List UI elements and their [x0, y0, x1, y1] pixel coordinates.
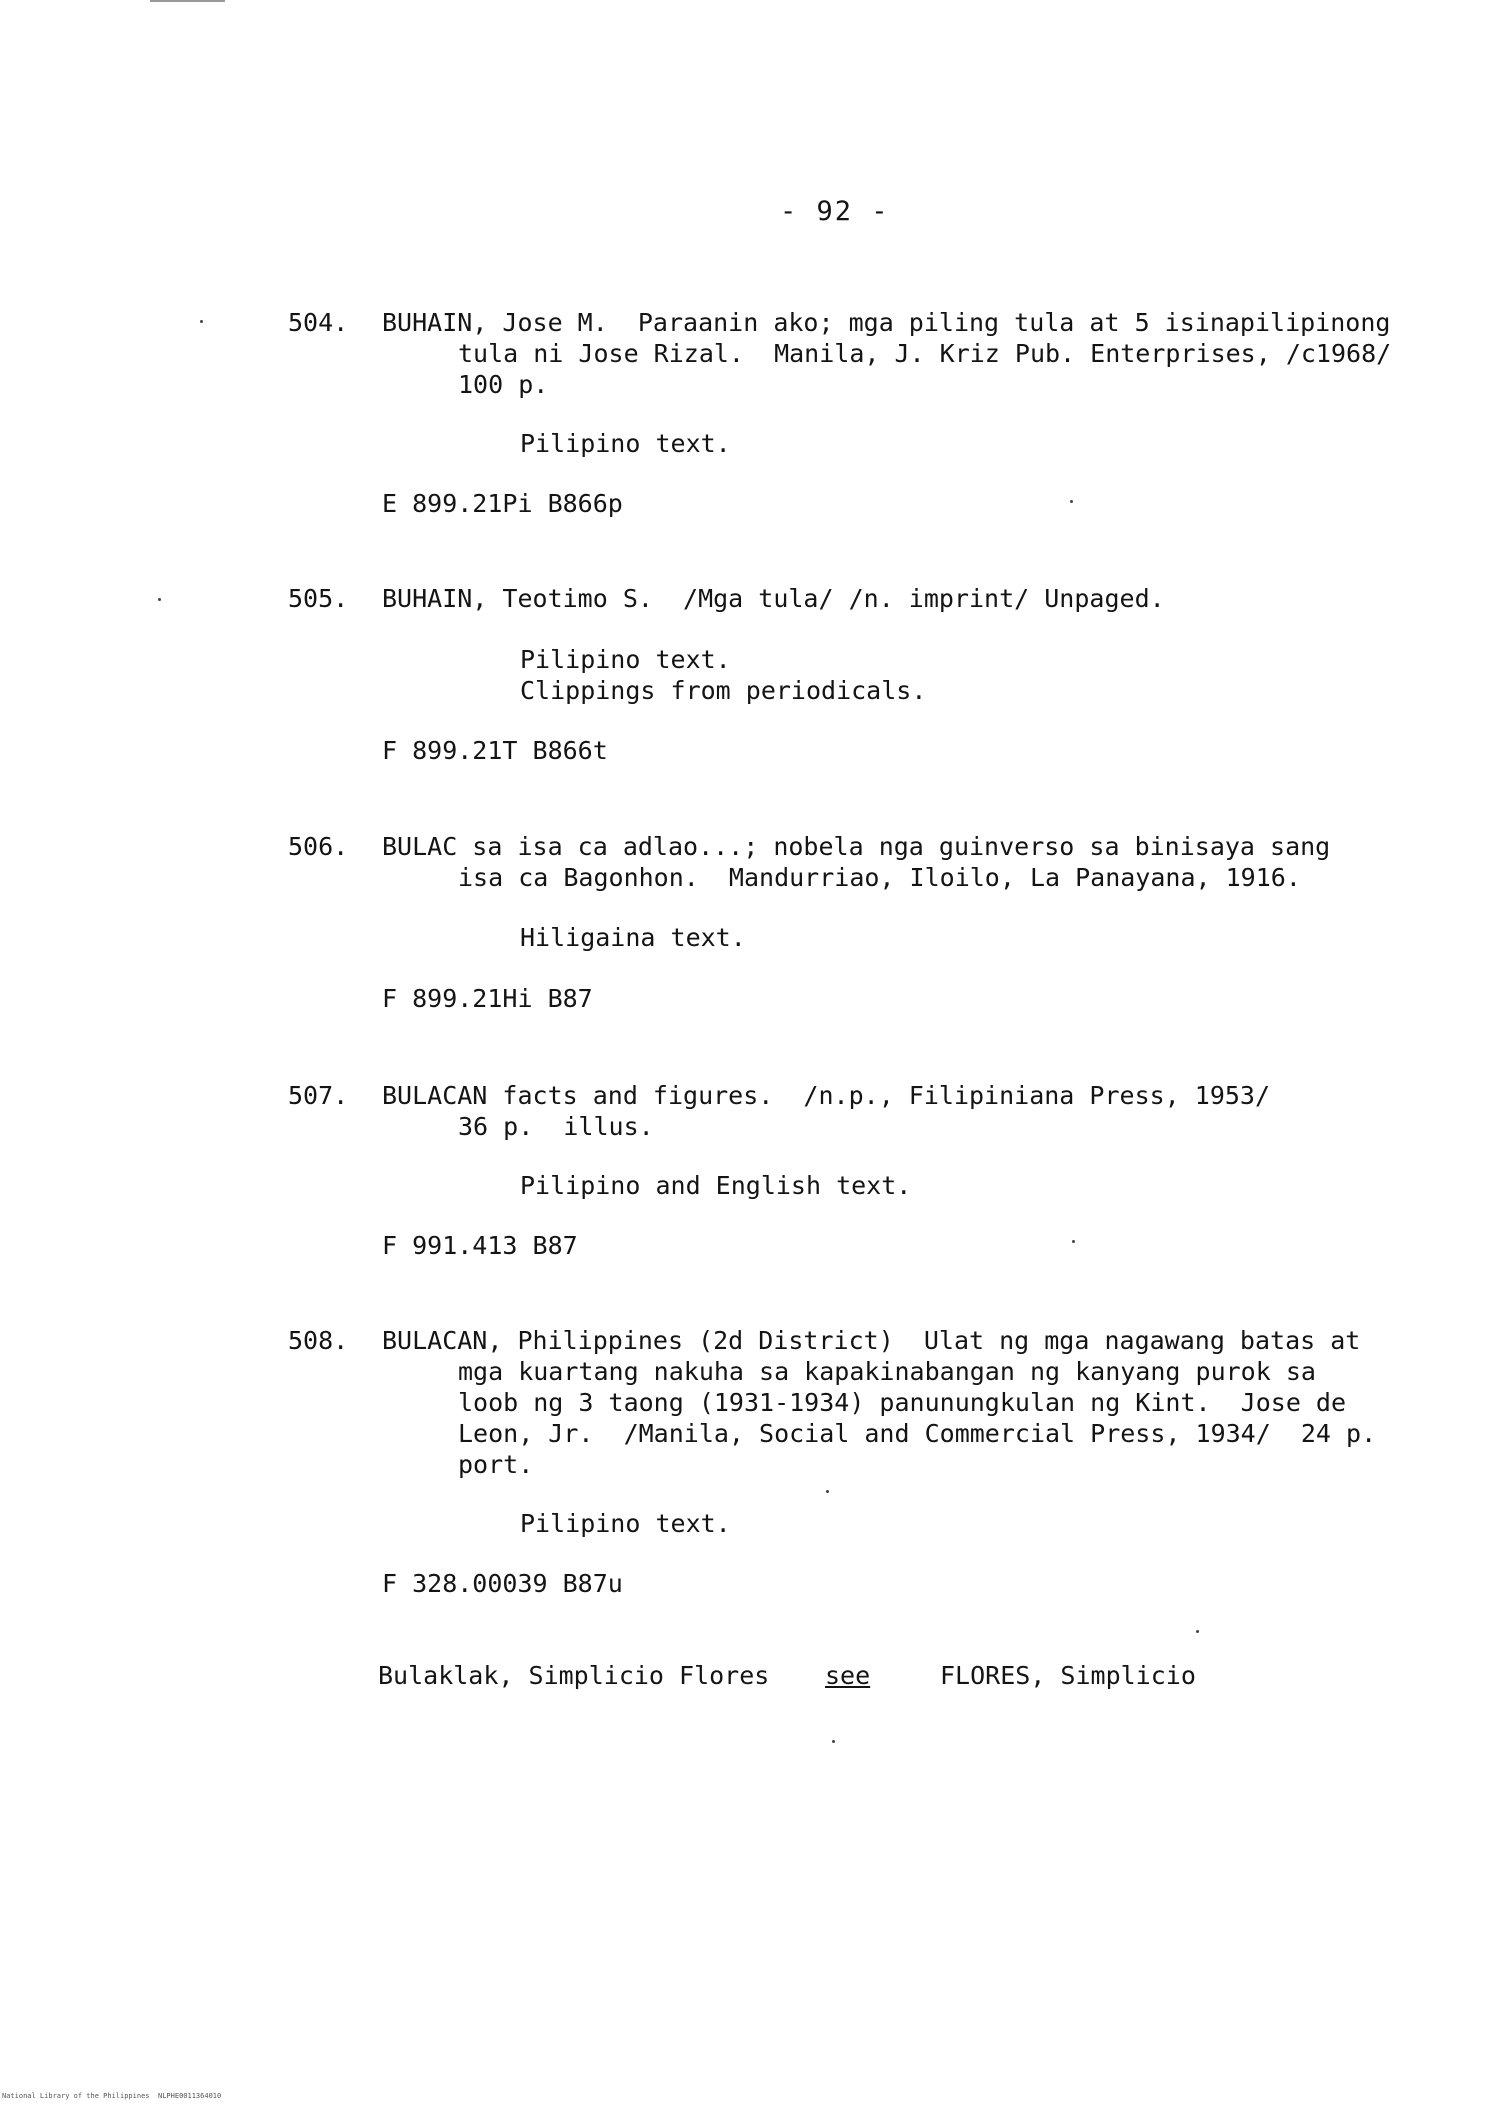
call-number: E 899.21Pi B866p [382, 489, 623, 518]
entry-line: loob ng 3 taong (1931-1934) panunungkulan ng Kint. Jose de [458, 1388, 1347, 1417]
entry-number: 507. [288, 1081, 349, 1110]
scan-speck [832, 1740, 835, 1743]
call-number: F 899.21T B866t [382, 736, 608, 765]
entry-number: 508. [288, 1326, 349, 1355]
cross-reference-to: FLORES, Simplicio [940, 1661, 1196, 1690]
entry-line: BULACAN facts and figures. /n.p., Filipiniana Press, 1953/ [382, 1081, 1271, 1110]
entry-number: 506. [288, 832, 349, 861]
entry-line: 100 p. [458, 370, 549, 399]
cross-reference-see: see [825, 1661, 871, 1690]
scan-speck [1070, 500, 1073, 503]
scan-speck [200, 320, 203, 323]
scan-speck [1072, 1240, 1075, 1243]
entry-line: BUHAIN, Teotimo S. /Mga tula/ /n. imprint/ Unpaged. [382, 584, 1165, 613]
scan-speck [826, 1490, 829, 1493]
entry-line: BUHAIN, Jose M. Paraanin ako; mga piling tula at 5 isinapilipinong [382, 308, 1391, 337]
scan-speck [1196, 1630, 1199, 1633]
entry-note: Pilipino and English text. [520, 1171, 912, 1200]
entry-line: mga kuartang nakuha sa kapakinabangan ng kanyang purok sa [458, 1357, 1316, 1386]
cross-reference-from: Bulaklak, Simplicio Flores [378, 1661, 770, 1690]
entry-line: isa ca Bagonhon. Mandurriao, Iloilo, La Panayana, 1916. [458, 863, 1301, 892]
footer-id: NLPHE0011364010 [158, 2092, 222, 2100]
entry-note: Hiligaina text. [520, 923, 746, 952]
call-number: F 328.00039 B87u [382, 1569, 623, 1598]
entry-line: BULAC sa isa ca adlao...; nobela nga guinverso sa binisaya sang [382, 832, 1331, 861]
entry-line: BULACAN, Philippines (2d District) Ulat ng mga nagawang batas at [382, 1326, 1361, 1355]
entry-note: Pilipino text. [520, 1509, 731, 1538]
entry-line: 36 p. illus. [458, 1112, 654, 1141]
call-number: F 899.21Hi B87 [382, 984, 593, 1013]
entry-number: 505. [288, 584, 349, 613]
entry-number: 504. [288, 308, 349, 337]
entry-note: Pilipino text. [520, 429, 731, 458]
footer-library: National Library of the Philippines [2, 2092, 150, 2100]
page-number: - 92 - [780, 196, 890, 227]
entry-note: Pilipino text. [520, 645, 731, 674]
entry-note: Clippings from periodicals. [520, 676, 927, 705]
entry-line: Leon, Jr. /Manila, Social and Commercial Press, 1934/ 24 p. [458, 1419, 1377, 1448]
entry-line: port. [458, 1450, 534, 1479]
call-number: F 991.413 B87 [382, 1231, 578, 1260]
scan-edge-mark [150, 0, 225, 2]
scan-speck [158, 598, 161, 601]
entry-line: tula ni Jose Rizal. Manila, J. Kriz Pub. Enterprises, /c1968/ [458, 339, 1392, 368]
